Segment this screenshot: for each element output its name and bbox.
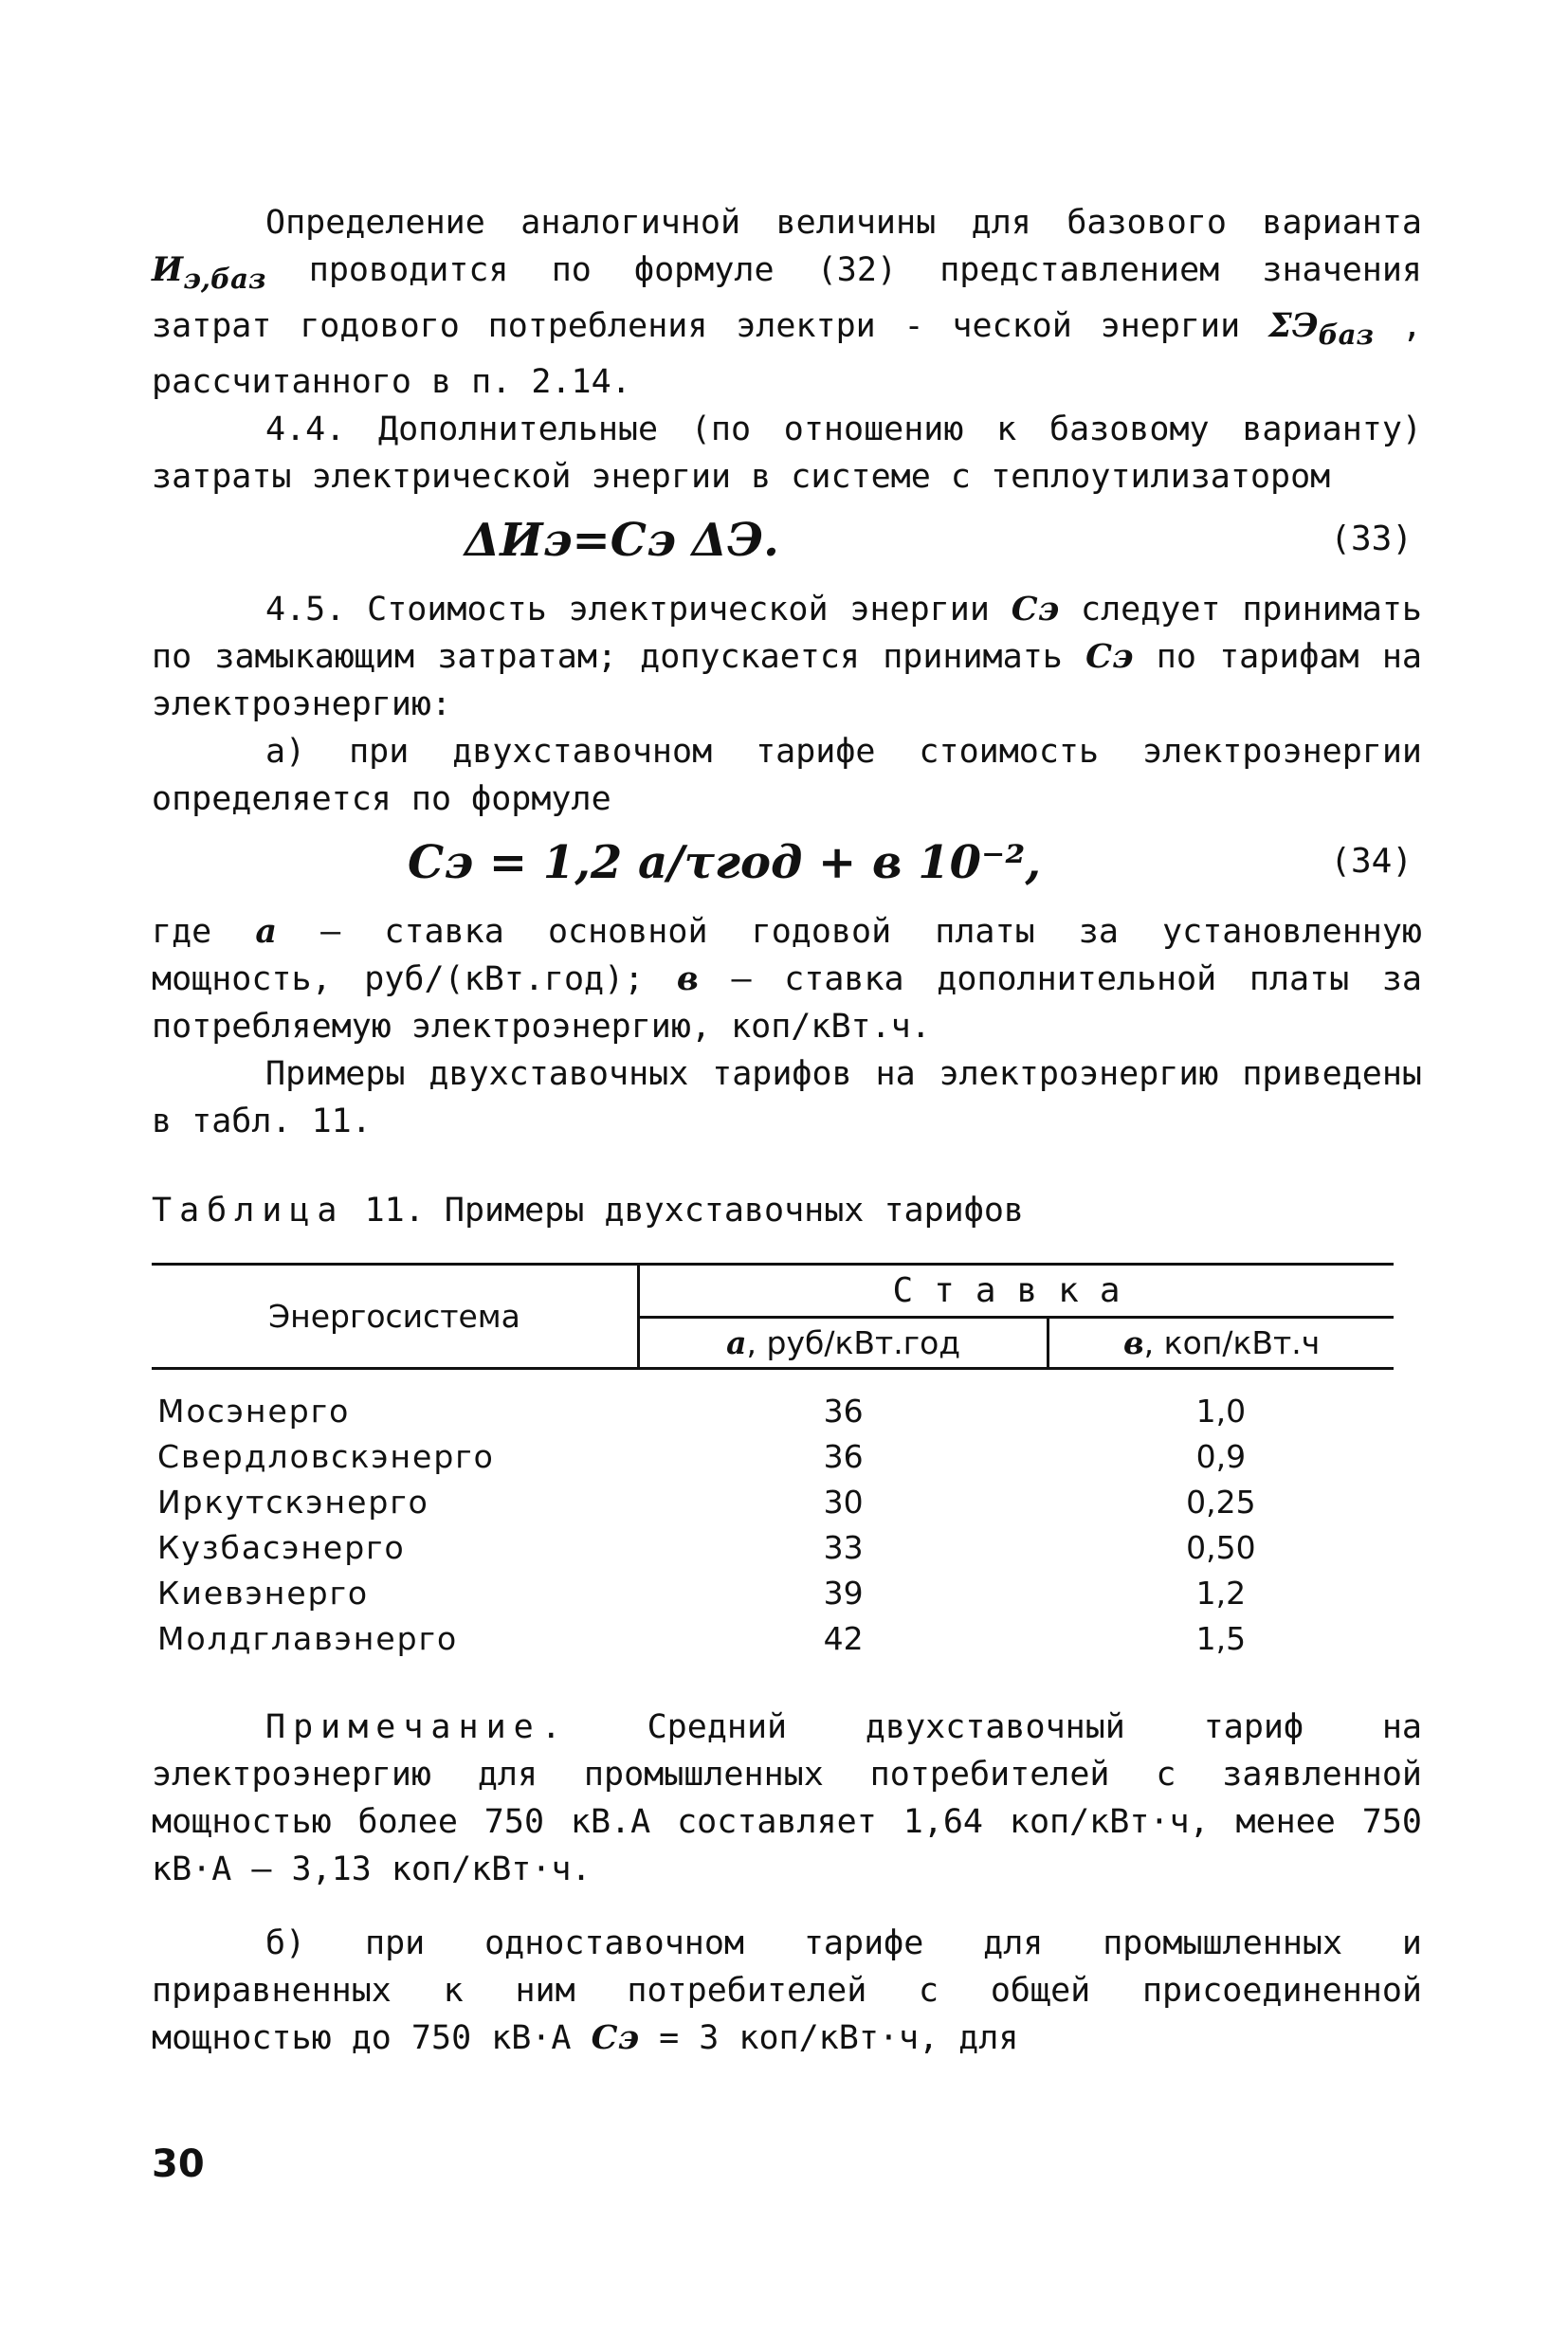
symbol-subscript: э,баз [183, 263, 266, 295]
spacer [152, 1369, 1394, 1390]
table-gap [152, 1369, 1394, 1390]
formula-33-number: (33) [1330, 519, 1413, 558]
header-rate-b [1048, 1318, 1394, 1369]
symbol-b: в [1122, 1324, 1144, 1361]
header-rate: Ставка [639, 1265, 1395, 1318]
cell-energy-system: Кузбасэнерго [157, 1529, 406, 1566]
symbol-a: a [726, 1324, 747, 1361]
text: , рассчитанного в п. 2.14. [152, 307, 1422, 401]
cell-rate-b: 1,5 [1195, 1620, 1247, 1657]
paragraph-examples: Примеры двухставочных тарифов на электроэнергию приведены в табл. 11. [152, 1055, 1422, 1140]
header-rate-a-unit: , руб/кВт.год [746, 1324, 961, 1361]
text: – ставка основной годовой платы за установленную мощность, руб/(кВт.год); [152, 913, 1422, 998]
note-label: Примечание. [265, 1708, 569, 1746]
header-energy-system: Энергосистема [152, 1265, 639, 1369]
symbol-energy-cost: Сэ [591, 2018, 640, 2057]
cell-rate-b: 0,25 [1186, 1484, 1256, 1521]
formula-33 [152, 506, 1422, 580]
cell-energy-system: Свердловскэнерго [157, 1438, 495, 1475]
formula-33-expression: ΔИэ=Сэ ΔЭ. [465, 514, 779, 567]
formula-34-number: (34) [1330, 842, 1413, 881]
table-body [152, 1389, 1394, 1662]
paragraph-4-4: 4.4. Дополнительные (по отношению к базовому варианту) затраты электрической энергии в системе с теплоутилизатором [152, 410, 1422, 496]
cell-rate-a: 36 [823, 1393, 864, 1430]
table-title [152, 1187, 1422, 1234]
cell-rate-a: 33 [823, 1529, 864, 1566]
text: проводится по формуле (32) представлением значения затрат годового потребления электри - ческой энергии [152, 251, 1422, 345]
page-content [152, 199, 1422, 2062]
formula-34-expression: Сэ = 1,2 a/τгод + в 10⁻², [408, 836, 1042, 889]
text: – ставка дополнительной платы за потребляемую электроэнергию, коп/кВт.ч. [152, 960, 1422, 1046]
note-text: Средний двухставочный тариф на электроэнергию для промышленных потребителей с заявленной мощностью более 750 кВ.А составляет 1,64 коп/кВт·ч, менее 750 кВ·А – 3,13 коп/кВт·ч. [152, 1708, 1422, 1888]
symbol-energy-cost: Сэ [1085, 637, 1134, 676]
symbol-energy-cost: Сэ [1011, 590, 1060, 629]
table-header-row [152, 1265, 1394, 1318]
text: следует принимать по замыкающим затратам; допускается принимать [152, 591, 1423, 676]
table-row [152, 1389, 1394, 1434]
formula-34 [152, 829, 1422, 902]
symbol: ΣЭ [1267, 306, 1319, 345]
cell-energy-system: Иркутскэнерго [157, 1484, 429, 1521]
symbol-energy-base [1267, 306, 1375, 351]
symbol: И [152, 250, 184, 289]
table-note [152, 1704, 1422, 1893]
cell-rate-b: 1,2 [1195, 1575, 1247, 1612]
symbol-subscript: баз [1318, 319, 1375, 351]
paragraph-base-variant [152, 199, 1422, 406]
tariff-table [152, 1263, 1394, 1662]
table-row [152, 1571, 1394, 1616]
cell-rate-a: 42 [823, 1620, 864, 1657]
cell-rate-b: 0,9 [1195, 1438, 1247, 1475]
cell-rate-a: 39 [823, 1575, 864, 1612]
text: где [152, 913, 256, 951]
symbol-a: a [255, 912, 278, 951]
cell-rate-a: 30 [823, 1484, 864, 1521]
text: Определение аналогичной величины для базового варианта [265, 204, 1422, 242]
table-caption: 11. Примеры двухставочных тарифов [344, 1192, 1024, 1230]
text: по тарифам на электроэнергию: [152, 638, 1422, 723]
paragraph-a: а) при двухставочном тарифе стоимость электроэнергии определяется по формуле [152, 733, 1422, 818]
cell-energy-system: Мосэнерго [157, 1393, 351, 1430]
paragraph-where [152, 908, 1422, 1050]
table-row [152, 1525, 1394, 1571]
cell-rate-a: 36 [823, 1438, 864, 1475]
cell-rate-b: 0,50 [1186, 1529, 1256, 1566]
text: = 3 коп/кВт·ч, для [639, 2019, 1019, 2057]
symbol-b: в [676, 959, 699, 998]
table-label: Таблица [152, 1192, 345, 1230]
header-rate-b-unit: , коп/кВт.ч [1143, 1324, 1321, 1361]
paragraph-b [152, 1920, 1422, 2062]
text: 4.5. Стоимость электрической энергии [265, 591, 1012, 629]
cell-energy-system: Киевэнерго [157, 1575, 370, 1612]
cell-energy-system: Молдглавэнерго [157, 1620, 459, 1657]
text: б) при одноставочном тарифе для промышленных и приравненных к ним потребителей с общей присоединенной мощностью до 750 кВ·А [152, 1924, 1422, 2057]
paragraph-4-5 [152, 586, 1422, 728]
table-row [152, 1616, 1394, 1662]
page-number: 30 [152, 2142, 205, 2186]
table-row [152, 1480, 1394, 1525]
cell-rate-b: 1,0 [1195, 1393, 1247, 1430]
symbol-cost-base [152, 250, 266, 295]
header-rate-a [639, 1318, 1048, 1369]
table-row [152, 1434, 1394, 1480]
